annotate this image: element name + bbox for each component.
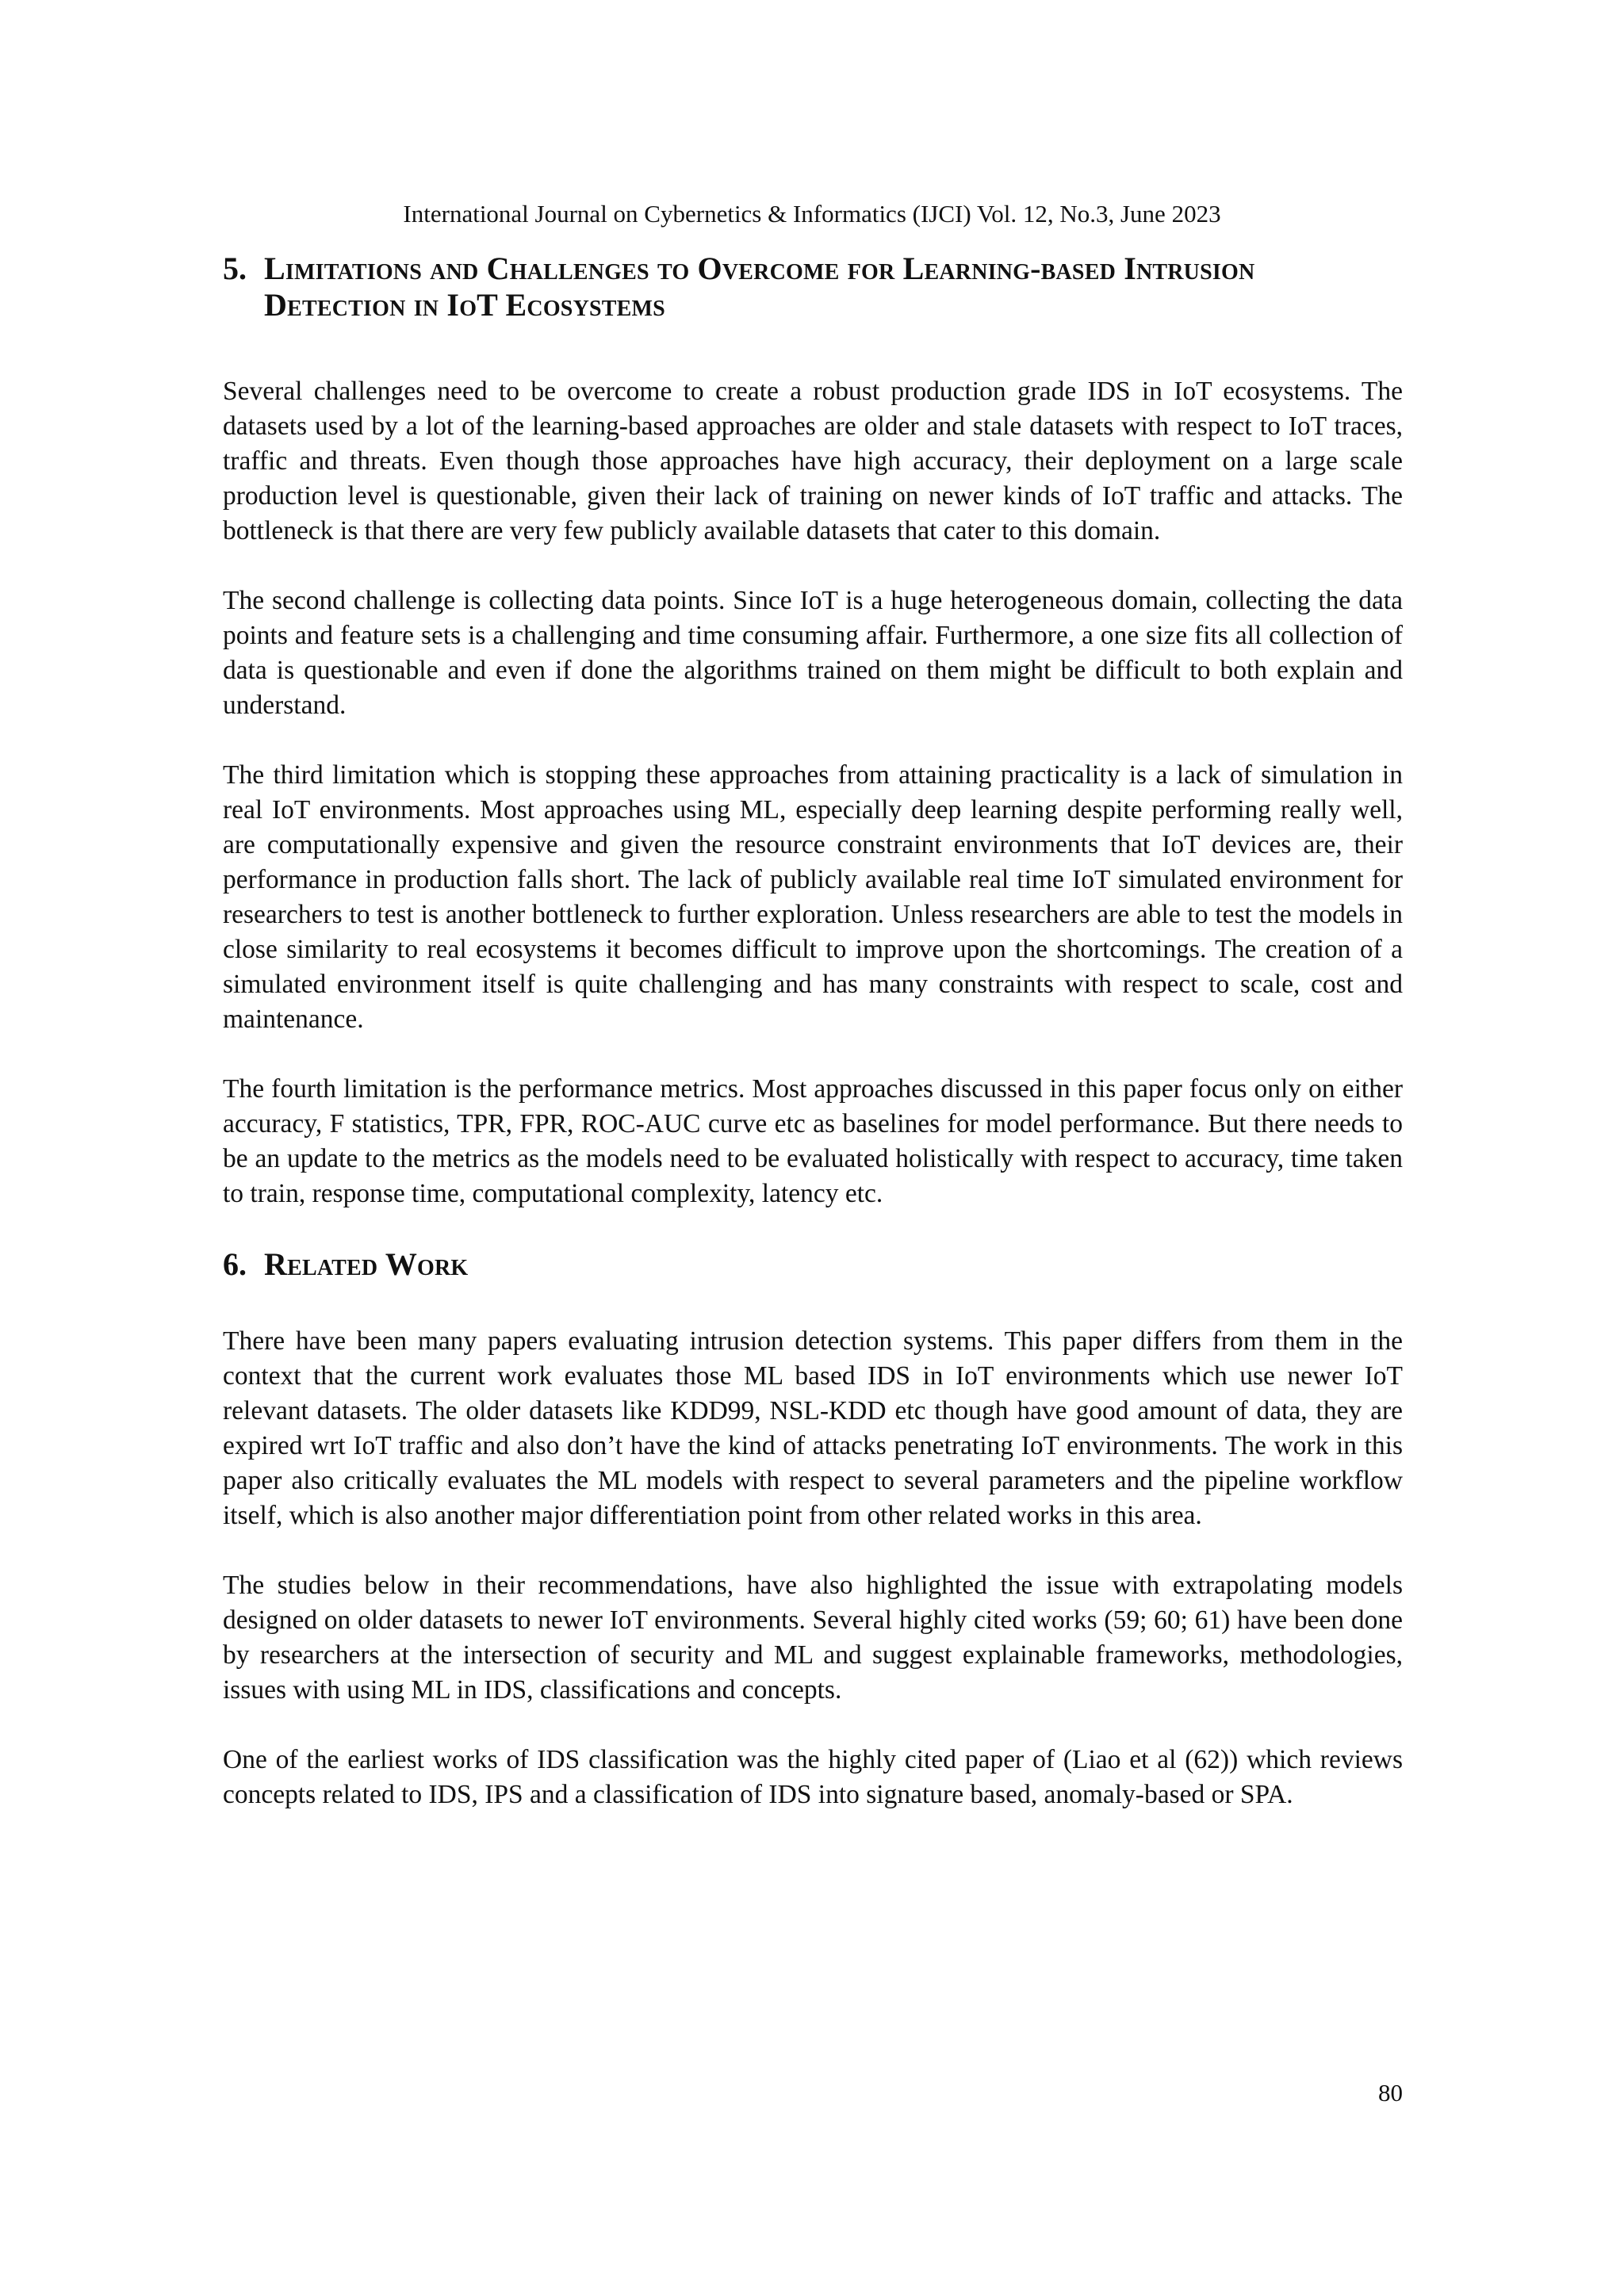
section-5-heading: [223, 251, 1403, 323]
section-6-title: Related Work: [264, 1246, 469, 1282]
section-6-paragraph-3: One of the earliest works of IDS classification was the highly cited paper of (Liao et al (62)) which reviews concepts related to IDS, IPS and a classification of IDS into signature based, anomaly-based or SPA.: [223, 1745, 1403, 1809]
page-content: [223, 251, 1403, 1847]
section-5-paragraph-1: Several challenges need to be overcome to create a robust production grade IDS in IoT ecosystems. The datasets used by a lot of the learning-based approaches are older and stale datasets with respect to IoT traces, traffic and threats. Even though those approaches have high accuracy, their deployment on a large scale production level is questionable, given their lack of training on newer kinds of IoT traffic and attacks. The bottleneck is that there are very few publicly available datasets that cater to this domain.: [223, 377, 1403, 545]
section-6-number: 6.: [223, 1246, 247, 1282]
section-6-heading: [223, 1246, 1403, 1283]
section-5-paragraph-4: The fourth limitation is the performance metrics. Most approaches discussed in this paper focus only on either accuracy, F statistics, TPR, FPR, ROC-AUC curve etc as baselines for model performance. But there needs to be an update to the metrics as the models need to be evaluated holistically with respect to accuracy, time taken to train, response time, computational complexity, latency etc.: [223, 1074, 1403, 1208]
section-5-number: 5.: [223, 251, 247, 286]
section-5-title: Limitations and Challenges to Overcome for Learning-based Intrusion Detection in IoT Ecosystems: [264, 251, 1255, 323]
section-6-paragraph-1: There have been many papers evaluating intrusion detection systems. This paper differs from them in the context that the current work evaluates those ML based IDS in IoT environments which use newer IoT relevant datasets. The older datasets like KDD99, NSL-KDD etc though have good amount of data, they are expired wrt IoT traffic and also don’t have the kind of attacks penetrating IoT environments. The work in this paper also critically evaluates the ML models with respect to several parameters and the pipeline workflow itself, which is also another major differentiation point from other related works in this area.: [223, 1326, 1403, 1530]
running-header: International Journal on Cybernetics & Informatics (IJCI) Vol. 12, No.3, June 2023: [403, 200, 1221, 228]
section-5-paragraph-2: The second challenge is collecting data points. Since IoT is a huge heterogeneous domain, collecting the data points and feature sets is a challenging and time consuming affair. Furthermore, a one size fits all collection of data is questionable and even if done the algorithms trained on them might be difficult to both explain and understand.: [223, 586, 1403, 720]
page-number: 80: [1378, 2079, 1403, 2107]
section-5-paragraph-3: The third limitation which is stopping these approaches from attaining practicality is a lack of simulation in real IoT environments. Most approaches using ML, especially deep learning despite performing really well, are computationally expensive and given the resource constraint environments that IoT devices are, their performance in production falls short. The lack of publicly available real time IoT simulated environment for researchers to test is another bottleneck to further exploration. Unless researchers are able to test the models in close similarity to real ecosystems it becomes difficult to improve upon the shortcomings. The creation of a simulated environment itself is quite challenging and has many constraints with respect to scale, cost and maintenance.: [223, 760, 1403, 1034]
section-6-paragraph-2: The studies below in their recommendations, have also highlighted the issue with extrapolating models designed on older datasets to newer IoT environments. Several highly cited works (59; 60; 61) have been done by researchers at the intersection of security and ML and suggest explainable frameworks, methodologies, issues with using ML in IDS, classifications and concepts.: [223, 1571, 1403, 1705]
